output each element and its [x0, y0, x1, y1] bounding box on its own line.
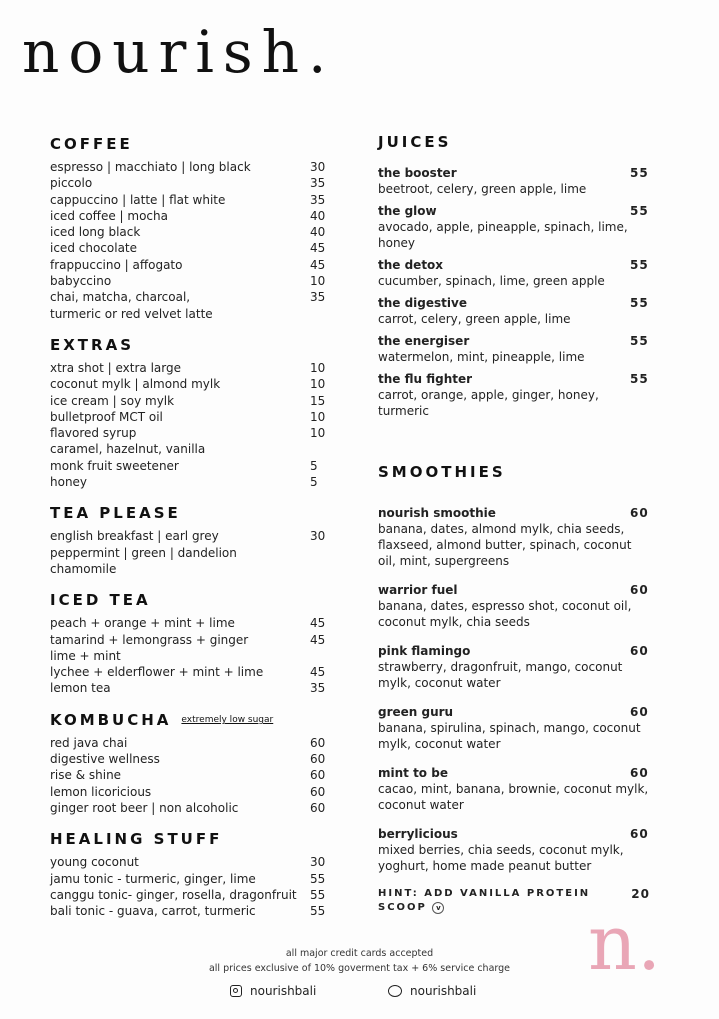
item-name: tamarind + lemongrass + ginger	[50, 632, 249, 647]
item-name: lemon tea	[50, 681, 111, 696]
item-name: iced chocolate	[50, 241, 138, 256]
menu-item	[50, 632, 330, 648]
menu-item	[50, 615, 330, 631]
item-price: 55	[630, 166, 649, 180]
menu-item	[50, 735, 330, 751]
menu-item	[50, 854, 330, 870]
item-name: caramel, hazelnut, vanilla	[50, 442, 206, 457]
item-name: the booster	[378, 166, 457, 180]
item-header	[378, 371, 650, 387]
menu-item	[378, 826, 650, 874]
menu-item	[50, 561, 330, 577]
item-price: 60	[630, 705, 649, 719]
item-name: canggu tonic- ginger, rosella, dragonfruit	[50, 887, 297, 902]
item-price: 5	[310, 475, 318, 490]
item-name: nourish smoothie	[378, 506, 496, 520]
item-price: 10	[310, 409, 326, 424]
item-description: banana, dates, espresso shot, coconut oil, coconut mylk, chia seeds	[378, 599, 632, 629]
item-name: red java chai	[50, 735, 128, 750]
item-name: digestive wellness	[50, 752, 160, 767]
menu-item	[50, 871, 330, 887]
item-name: espresso | macchiato | long black	[50, 160, 251, 174]
item-price: 55	[630, 372, 649, 386]
item-price: 55	[310, 904, 326, 919]
item-price	[310, 545, 330, 561]
item-price: 55	[310, 871, 326, 886]
tea-section	[50, 504, 330, 577]
menu-item	[50, 545, 330, 561]
item-header	[378, 826, 650, 842]
item-name: turmeric or red velvet latte	[50, 306, 213, 321]
item-price: 30	[310, 160, 326, 174]
kombucha-note: extremely low sugar	[181, 715, 274, 726]
menu-item	[50, 458, 330, 474]
item-name: berrylicious	[378, 827, 458, 841]
menu-item	[50, 784, 330, 800]
menu-item	[50, 648, 330, 664]
item-header	[378, 295, 650, 311]
item-price: 45	[310, 257, 326, 272]
item-price: 60	[310, 800, 326, 815]
item-price: 45	[310, 665, 326, 680]
item-description: banana, dates, almond mylk, chia seeds, flaxseed, almond butter, spinach, coconut oil, mint, supergreens	[378, 522, 632, 568]
item-description: carrot, celery, green apple, lime	[378, 312, 571, 326]
menu-item	[50, 159, 330, 175]
item-price: 35	[310, 192, 326, 207]
item-description: banana, spirulina, spinach, mango, coconut mylk, coconut water	[378, 721, 641, 751]
logo-mark: n.	[588, 898, 662, 987]
item-price: 60	[630, 644, 649, 658]
item-name: the digestive	[378, 296, 467, 310]
item-price	[310, 441, 330, 457]
item-header	[378, 257, 650, 273]
item-name: monk fruit sweetener	[50, 458, 179, 473]
menu-item	[378, 643, 650, 691]
item-name: warrior fuel	[378, 583, 458, 597]
item-price: 10	[310, 377, 326, 392]
messenger-icon	[388, 985, 402, 997]
menu-item	[378, 582, 650, 630]
menu-item	[50, 273, 330, 289]
item-name: xtra shot | extra large	[50, 360, 181, 375]
item-price: 30	[310, 855, 326, 870]
item-name: young coconut	[50, 855, 139, 870]
menu-item	[378, 257, 650, 289]
instagram-icon	[230, 985, 242, 997]
menu-item	[378, 165, 650, 197]
menu-item	[50, 425, 330, 441]
item-header	[378, 582, 650, 598]
item-price: 60	[310, 752, 326, 767]
section-title: JUICES	[378, 133, 452, 151]
item-price: 30	[310, 529, 326, 544]
hint-price: 20	[631, 887, 650, 901]
item-name: cappuccino | latte | flat white	[50, 192, 226, 207]
right-column	[378, 133, 650, 915]
menu-item	[50, 664, 330, 680]
facebook-handle[interactable]	[388, 984, 476, 998]
menu-item	[50, 409, 330, 425]
left-column	[50, 135, 330, 933]
item-name: the flu fighter	[378, 372, 473, 386]
item-description: mixed berries, chia seeds, coconut mylk, yoghurt, home made peanut butter	[378, 843, 624, 873]
item-name: jamu tonic - turmeric, ginger, lime	[50, 871, 256, 886]
item-name: frappuccino | affogato	[50, 257, 183, 272]
menu-item	[50, 240, 330, 256]
coffee-section	[50, 135, 330, 322]
item-header	[378, 765, 650, 781]
item-price: 5	[310, 458, 318, 473]
smoothies-list	[378, 505, 650, 874]
item-name: honey	[50, 475, 88, 490]
juices-section	[378, 133, 650, 419]
brand-logo: nourish.	[22, 18, 336, 86]
item-price: 10	[310, 426, 326, 441]
menu-item	[50, 192, 330, 208]
kombucha-title: KOMBUCHA	[50, 710, 172, 729]
menu-item	[378, 371, 650, 419]
item-name: coconut mylk | almond mylk	[50, 377, 221, 392]
item-price: 40	[310, 208, 326, 223]
item-price: 10	[310, 274, 326, 289]
item-name: ginger root beer | non alcoholic	[50, 800, 239, 815]
item-price	[310, 306, 330, 322]
menu-item	[378, 203, 650, 251]
item-price: 55	[630, 204, 649, 218]
menu-item	[50, 800, 330, 816]
item-price: 60	[630, 583, 649, 597]
item-name: bulletproof MCT oil	[50, 409, 163, 424]
item-price: 55	[630, 334, 649, 348]
item-name: babyccino	[50, 274, 112, 289]
item-description: carrot, orange, apple, ginger, honey, turmeric	[378, 388, 599, 418]
item-header	[378, 643, 650, 659]
menu-item	[50, 751, 330, 767]
item-name: iced coffee | mocha	[50, 208, 168, 223]
menu-item	[50, 767, 330, 783]
iced-tea-list	[50, 615, 330, 696]
item-name: flavored syrup	[50, 426, 137, 441]
item-price: 55	[310, 887, 326, 902]
item-name: chai, matcha, charcoal,	[50, 290, 191, 305]
item-price: 60	[630, 766, 649, 780]
menu-item	[378, 505, 650, 569]
item-description: strawberry, dragonfruit, mango, coconut mylk, coconut water	[378, 660, 623, 690]
item-price	[310, 561, 330, 577]
menu-item	[378, 765, 650, 813]
item-price: 45	[310, 241, 326, 256]
extras-list	[50, 360, 330, 490]
item-price: 60	[630, 506, 649, 520]
vegan-badge-icon: v	[432, 902, 444, 914]
item-header	[378, 505, 650, 521]
item-price: 55	[630, 258, 649, 272]
item-name: lime + mint	[50, 648, 121, 663]
menu-item	[50, 680, 330, 696]
healing-section	[50, 830, 330, 919]
item-name: mint to be	[378, 766, 448, 780]
item-name: peppermint | green | dandelion	[50, 545, 237, 560]
menu-item	[50, 360, 330, 376]
menu-item	[50, 257, 330, 273]
section-title: EXTRAS	[50, 335, 135, 354]
facebook-label: nourishbali	[410, 984, 477, 998]
cards-note: all major credit cards accepted	[285, 948, 434, 959]
item-name: piccolo	[50, 176, 93, 191]
item-header	[378, 165, 650, 181]
section-title: ICED TEA	[50, 591, 151, 610]
tea-list	[50, 528, 330, 577]
menu-item	[50, 376, 330, 392]
item-price: 45	[310, 632, 326, 647]
item-price	[310, 648, 330, 664]
item-header	[378, 203, 650, 219]
menu-item	[378, 704, 650, 752]
menu-item	[50, 224, 330, 240]
section-title	[50, 711, 330, 729]
menu-item	[50, 887, 330, 903]
item-price: 60	[310, 735, 326, 750]
item-header	[378, 333, 650, 349]
kombucha-list	[50, 735, 330, 816]
section-title: HEALING STUFF	[50, 830, 223, 849]
item-name: english breakfast | earl grey	[50, 529, 219, 544]
hint-text: HINT: ADD VANILLA PROTEIN SCOOP v	[378, 888, 591, 913]
menu-item	[50, 289, 330, 305]
item-name: lychee + elderflower + mint + lime	[50, 665, 264, 680]
item-price: 15	[310, 393, 326, 408]
menu-item	[50, 393, 330, 409]
menu-item	[50, 208, 330, 224]
menu-item	[50, 474, 330, 490]
item-name: the energiser	[378, 334, 470, 348]
menu-item	[50, 528, 330, 544]
item-price: 40	[310, 225, 326, 240]
item-price: 60	[310, 784, 326, 799]
item-price: 45	[310, 616, 326, 631]
item-description: cacao, mint, banana, brownie, coconut mylk, coconut water	[378, 782, 649, 812]
item-price: 35	[310, 290, 326, 305]
smoothies-section	[378, 463, 650, 915]
item-price: 55	[630, 296, 649, 310]
item-description: beetroot, celery, green apple, lime	[378, 182, 587, 196]
menu-item	[50, 441, 330, 457]
instagram-handle[interactable]	[230, 984, 316, 998]
menu-item	[378, 333, 650, 365]
item-header	[378, 704, 650, 720]
tax-note: all prices exclusive of 10% goverment tax + 6% service charge	[208, 963, 511, 974]
kombucha-section	[50, 711, 330, 816]
extras-section	[50, 336, 330, 490]
item-name: pink flamingo	[378, 644, 471, 658]
item-name: bali tonic - guava, carrot, turmeric	[50, 904, 256, 919]
menu-item	[50, 175, 330, 191]
item-price: 35	[310, 681, 326, 696]
item-name: peach + orange + mint + lime	[50, 616, 235, 631]
menu-item	[50, 306, 330, 322]
item-name: ice cream | soy mylk	[50, 393, 175, 408]
item-price: 60	[630, 827, 649, 841]
menu-item	[50, 903, 330, 919]
coffee-list	[50, 159, 330, 322]
item-name: chamomile	[50, 561, 117, 576]
section-title: COFFEE	[50, 135, 133, 153]
item-name: the glow	[378, 204, 437, 218]
instagram-label: nourishbali	[250, 984, 317, 998]
item-name: iced long black	[50, 225, 141, 240]
item-description: avocado, apple, pineapple, spinach, lime, honey	[378, 220, 628, 250]
item-price: 60	[310, 768, 326, 783]
juices-list	[378, 165, 650, 419]
section-title: TEA PLEASE	[50, 504, 181, 523]
item-description: watermelon, mint, pineapple, lime	[378, 350, 585, 364]
item-name: the detox	[378, 258, 444, 272]
item-description: cucumber, spinach, lime, green apple	[378, 274, 605, 288]
healing-list	[50, 854, 330, 919]
item-name: green guru	[378, 705, 454, 719]
iced-tea-section	[50, 591, 330, 696]
menu-item	[378, 295, 650, 327]
item-name: lemon licoricious	[50, 784, 152, 799]
item-price: 35	[310, 176, 326, 191]
item-name: rise & shine	[50, 768, 122, 783]
section-title: SMOOTHIES	[378, 463, 506, 481]
item-price: 10	[310, 360, 326, 375]
